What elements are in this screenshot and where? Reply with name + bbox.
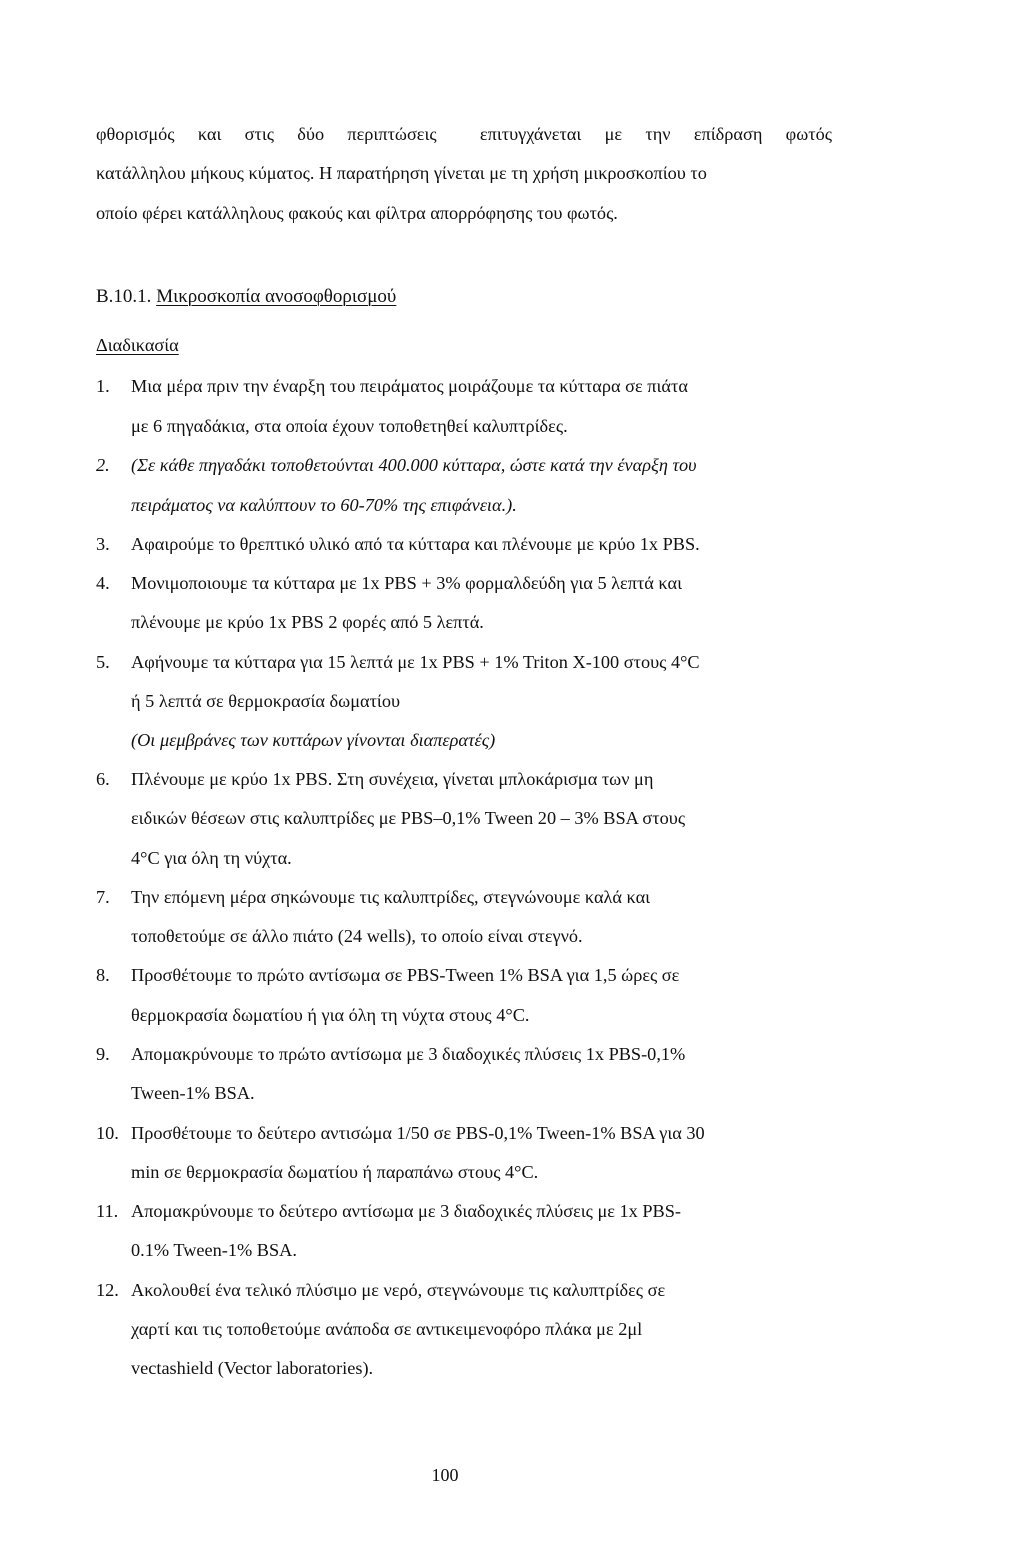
section-title: Μικροσκοπία ανοσοφθορισμού xyxy=(156,286,397,307)
step-line: Την επόμενη μέρα σηκώνουμε τις καλυπτρίδες, στεγνώνουμε καλά και xyxy=(131,887,651,907)
step-line: Μονιμοποιουμε τα κύτταρα με 1x PBS + 3% φορμαλδεύδη για 5 λεπτά και xyxy=(131,573,682,593)
step-line: πλένουμε με κρύο 1x PBS 2 φορές από 5 λεπτά. xyxy=(131,612,484,632)
step-line: Προσθέτουμε το δεύτερο αντισώμα 1/50 σε PBS-0,1% Tween-1% BSA για 30 xyxy=(131,1123,705,1143)
intro-word: επίδραση xyxy=(693,124,763,144)
step-line: με 6 πηγαδάκια, στα οποία έχουν τοποθετηθεί καλυπτρίδες. xyxy=(131,416,568,436)
step-number: 4. xyxy=(96,573,110,593)
section-number: B.10.1. xyxy=(96,286,152,307)
intro-line-2: κατάλληλου μήκους κύματος. Η παρατήρηση γίνεται με τη χρήση μικροσκοπίου το xyxy=(96,163,707,183)
step-line: vectashield (Vector laboratories). xyxy=(131,1358,374,1378)
step-number: 7. xyxy=(96,887,110,907)
intro-line-3: οποίο φέρει κατάλληλους φακούς και φίλτρα απορρόφησης του φωτός. xyxy=(96,203,618,223)
step-line: Μια μέρα πριν την έναρξη του πειράματος μοιράζουμε τα κύτταρα σε πιάτα xyxy=(131,376,688,396)
intro-word: φθορισμός xyxy=(96,124,175,144)
step-line: min σε θερμοκρασία δωματίου ή παραπάνω στους 4°C. xyxy=(131,1162,539,1182)
section-subtitle: Διαδικασία xyxy=(96,335,179,355)
intro-word: με xyxy=(604,124,623,144)
step-line: Πλένουμε με κρύο 1x PBS. Στη συνέχεια, γίνεται μπλοκάρισμα των μη xyxy=(131,769,654,789)
step-line: (Οι μεμβράνες των κυττάρων γίνονται διαπερατές) xyxy=(131,730,496,750)
step-number: 8. xyxy=(96,965,110,985)
step-line: χαρτί και τις τοποθετούμε ανάποδα σε αντικειμενοφόρο πλάκα με 2μl xyxy=(131,1319,643,1339)
step-line: Απομακρύνουμε το πρώτο αντίσωμα με 3 διαδοχικές πλύσεις 1x PBS-0,1% xyxy=(131,1044,686,1064)
step-line: 0.1% Tween-1% BSA. xyxy=(131,1240,297,1260)
intro-line-1 xyxy=(96,125,832,143)
step-number: 6. xyxy=(96,769,110,789)
step-number: 5. xyxy=(96,652,110,672)
intro-word: και xyxy=(197,124,222,144)
section-heading xyxy=(96,287,396,306)
intro-word: φωτός xyxy=(785,124,832,144)
page-number: 100 xyxy=(431,1465,459,1485)
intro-word: στις xyxy=(244,124,275,144)
step-line: Αφαιρούμε το θρεπτικό υλικό από τα κύτταρα και πλένουμε με κρύο 1x PBS. xyxy=(131,534,700,554)
intro-word: περιπτώσεις xyxy=(347,124,437,144)
intro-word: την xyxy=(645,124,671,144)
step-number: 10. xyxy=(96,1123,119,1143)
step-line: Προσθέτουμε το πρώτο αντίσωμα σε PBS-Tween 1% BSA για 1,5 ώρες σε xyxy=(131,965,680,985)
intro-word: επιτυγχάνεται xyxy=(479,124,582,144)
step-line: πειράματος να καλύπτουν το 60-70% της επιφάνεια.). xyxy=(131,495,517,515)
step-line: Tween-1% BSA. xyxy=(131,1083,255,1103)
step-line: Αφήνουμε τα κύτταρα για 15 λεπτά με 1x PBS + 1% Triton X-100 στους 4°C xyxy=(131,652,700,672)
step-line: ή 5 λεπτά σε θερμοκρασία δωματίου xyxy=(131,691,401,711)
step-number: 3. xyxy=(96,534,110,554)
intro-word: δύο xyxy=(297,124,325,144)
step-number: 1. xyxy=(96,376,110,396)
step-line: Απομακρύνουμε το δεύτερο αντίσωμα με 3 διαδοχικές πλύσεις με 1x PBS- xyxy=(131,1201,681,1221)
step-line: 4°C για όλη τη νύχτα. xyxy=(131,848,292,868)
step-number: 11. xyxy=(96,1201,119,1221)
step-line: ειδικών θέσεων στις καλυπτρίδες με PBS–0,1% Tween 20 – 3% BSA στους xyxy=(131,808,686,828)
step-line: Ακολουθεί ένα τελικό πλύσιμο με νερό, στεγνώνουμε τις καλυπτρίδες σε xyxy=(131,1280,666,1300)
step-line: τοποθετούμε σε άλλο πιάτο (24 wells), το οποίο είναι στεγνό. xyxy=(131,926,583,946)
step-number: 9. xyxy=(96,1044,110,1064)
step-number: 12. xyxy=(96,1280,119,1300)
step-line: θερμοκρασία δωματίου ή για όλη τη νύχτα στους 4°C. xyxy=(131,1005,530,1025)
step-line: (Σε κάθε πηγαδάκι τοποθετούνται 400.000 κύτταρα, ώστε κατά την έναρξη του xyxy=(131,455,697,475)
step-number: 2. xyxy=(96,455,110,475)
